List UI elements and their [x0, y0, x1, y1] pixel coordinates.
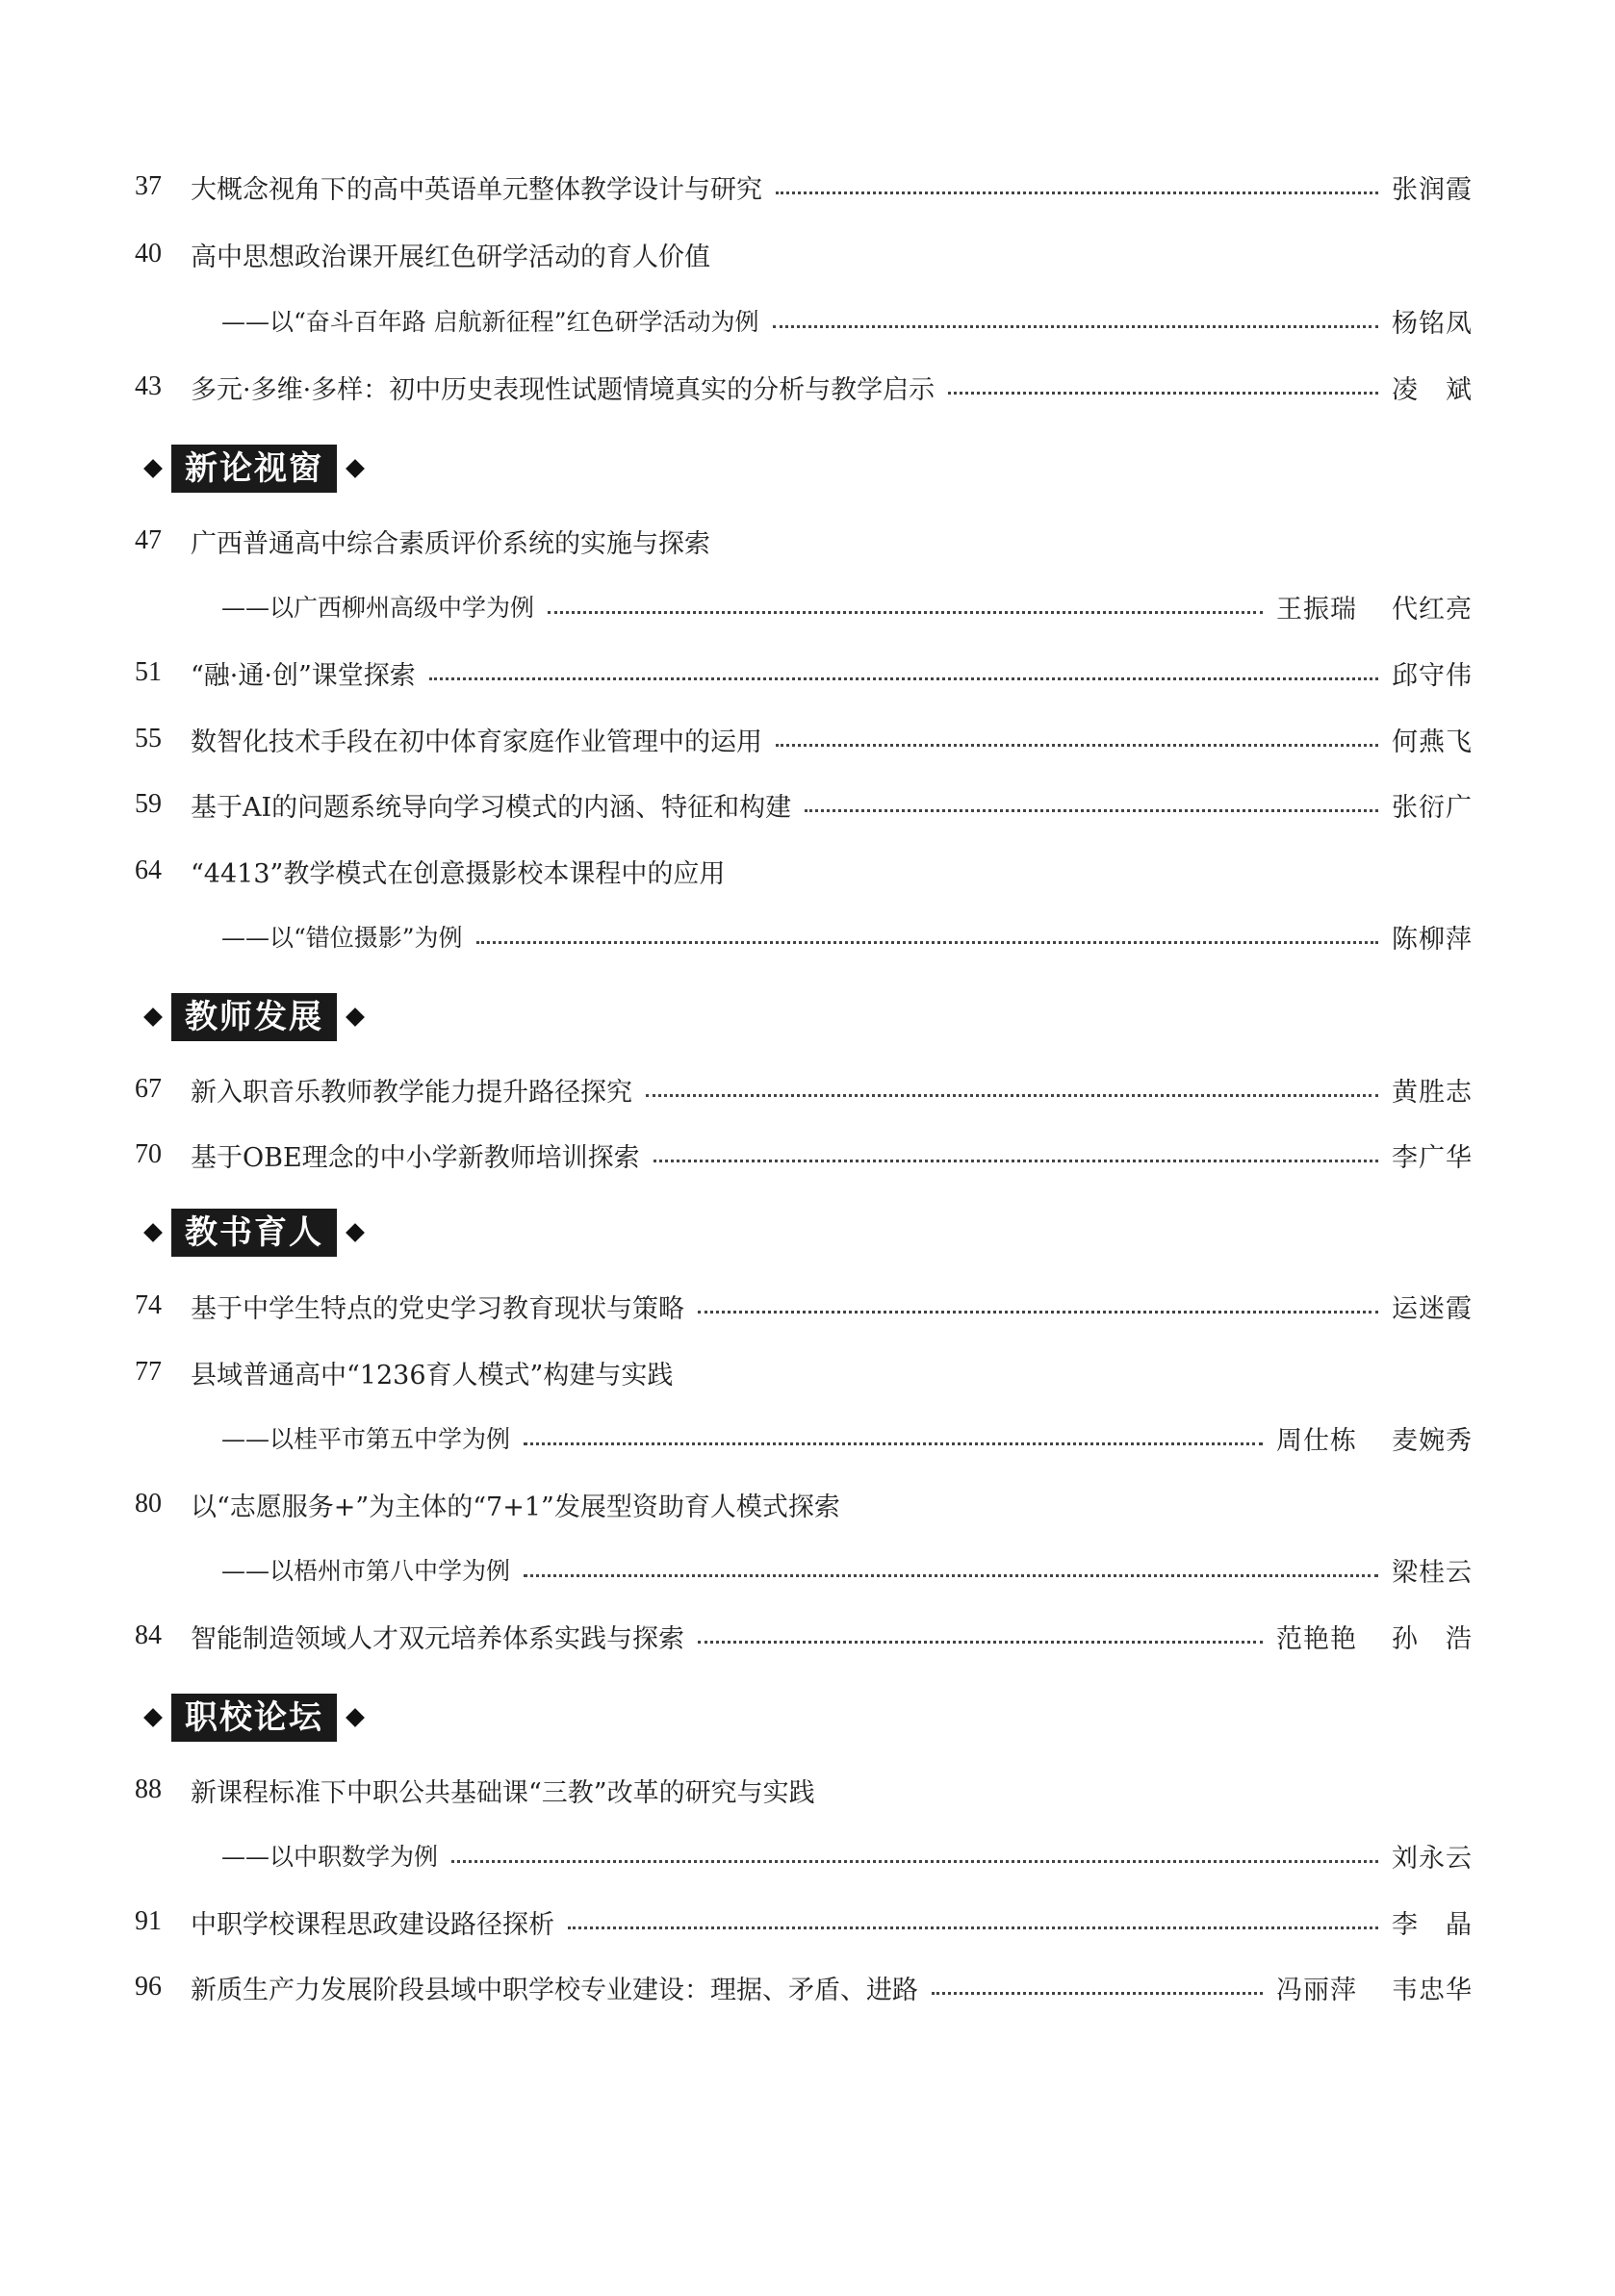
toc-entry[interactable]: [135, 366, 1473, 408]
section-title: 职校论坛: [171, 1694, 337, 1742]
diamond-icon: [346, 459, 365, 478]
toc-entry[interactable]: [135, 1483, 1473, 1525]
entry-title: 高中思想政治课开展红色研学活动的育人价值: [191, 242, 710, 272]
diamond-icon: [346, 1708, 365, 1727]
diamond-icon: [143, 1223, 163, 1242]
entry-subtitle: ——以梧州市第八中学为例: [221, 1557, 511, 1585]
entry-subtitle: ——以中职数学为例: [221, 1843, 439, 1871]
entry-page-number: 43: [135, 371, 162, 401]
section-header: [135, 1692, 373, 1744]
entry-author: 陈柳萍: [1392, 924, 1473, 955]
toc-entry[interactable]: [135, 783, 1473, 826]
section-title: 教书育人: [171, 1209, 337, 1257]
entry-title: 基于中学生特点的党史学习教育现状与策略: [191, 1293, 684, 1324]
toc-entry[interactable]: [135, 233, 1473, 275]
entry-author: 杨铭凤: [1392, 308, 1473, 339]
diamond-icon: [143, 1708, 163, 1727]
entry-authors: [1276, 1419, 1473, 1457]
section-header: [135, 443, 373, 495]
dot-leader: [773, 325, 1378, 328]
entry-author: 张润霞: [1392, 174, 1473, 205]
entry-page-number: 77: [135, 1357, 162, 1387]
entry-author: 范艳艳: [1276, 1623, 1357, 1654]
entry-page-number: 91: [135, 1906, 162, 1936]
entry-author: 黄胜志: [1392, 1077, 1473, 1108]
entry-page-number: 74: [135, 1290, 162, 1320]
entry-page-number: 59: [135, 789, 162, 819]
toc-entry[interactable]: [135, 1068, 1473, 1110]
entry-page-number: 70: [135, 1139, 162, 1169]
entry-page-number: 67: [135, 1074, 162, 1104]
dot-leader: [948, 392, 1378, 395]
dot-leader: [524, 1574, 1378, 1577]
toc-entry[interactable]: [135, 1966, 1473, 2008]
entry-subtitle: ——以“错位摄影”为例: [221, 924, 463, 952]
dot-leader: [429, 677, 1378, 680]
entry-title: 大概念视角下的高中英语单元整体教学设计与研究: [191, 174, 762, 205]
toc-entry[interactable]: [135, 718, 1473, 760]
dot-leader: [646, 1094, 1378, 1097]
entry-author: 代红亮: [1392, 594, 1473, 625]
entry-author: 李 晶: [1392, 1909, 1473, 1940]
entry-page-number: 40: [135, 239, 162, 268]
entry-author: 韦忠华: [1392, 1975, 1473, 2005]
entry-title: 广西普通高中综合素质评价系统的实施与探索: [191, 528, 710, 559]
entry-page-number: 37: [135, 171, 162, 201]
entry-author: 张衍广: [1392, 792, 1473, 823]
entry-subtitle: ——以桂平市第五中学为例: [221, 1425, 511, 1453]
toc-entry[interactable]: [135, 1134, 1473, 1176]
toc-entry[interactable]: [135, 166, 1473, 208]
entry-title: 新课程标准下中职公共基础课“三教”改革的研究与实践: [191, 1777, 815, 1808]
entry-title: 多元·多维·多样：初中历史表现性试题情境真实的分析与教学启示: [191, 374, 936, 405]
dot-leader: [805, 809, 1378, 812]
toc-entry-subtitle[interactable]: [135, 585, 1473, 627]
section-header: [135, 991, 373, 1043]
toc-entry-subtitle[interactable]: [135, 299, 1473, 342]
toc-entry[interactable]: [135, 1769, 1473, 1811]
entry-subtitle: ——以“奋斗百年路 启航新征程”红色研学活动为例: [221, 308, 759, 336]
entry-title: 新质生产力发展阶段县域中职学校专业建设：理据、矛盾、进路: [191, 1975, 918, 2005]
dot-leader: [476, 941, 1378, 944]
section-title: 教师发展: [171, 993, 337, 1041]
dot-leader: [654, 1160, 1378, 1162]
entry-author: 凌 斌: [1392, 374, 1473, 405]
dot-leader: [776, 191, 1378, 194]
entry-title: 基于OBE理念的中小学新教师培训探索: [191, 1142, 640, 1173]
section-header: [135, 1207, 373, 1259]
entry-title: 智能制造领域人才双元培养体系实践与探索: [191, 1623, 684, 1654]
entry-author: 何燕飞: [1392, 727, 1473, 757]
entry-author: 运迷霞: [1392, 1293, 1473, 1324]
toc-entry[interactable]: [135, 1615, 1473, 1657]
entry-page-number: 96: [135, 1972, 162, 2002]
entry-title: 数智化技术手段在初中体育家庭作业管理中的运用: [191, 727, 762, 757]
toc-entry-subtitle[interactable]: [135, 1548, 1473, 1591]
entry-title: 以“志愿服务+”为主体的“7+1”发展型资助育人模式探索: [191, 1492, 840, 1522]
dot-leader: [698, 1311, 1378, 1314]
entry-title: “4413”教学模式在创意摄影校本课程中的应用: [191, 858, 726, 889]
entry-title: 新入职音乐教师教学能力提升路径探究: [191, 1077, 632, 1108]
entry-authors: [1276, 588, 1473, 625]
entry-author: 邱守伟: [1392, 660, 1473, 691]
dot-leader: [932, 1992, 1263, 1995]
entry-page-number: 55: [135, 724, 162, 753]
toc-entry[interactable]: [135, 1285, 1473, 1327]
toc-entry-subtitle[interactable]: [135, 915, 1473, 957]
diamond-icon: [143, 1008, 163, 1027]
section-title: 新论视窗: [171, 445, 337, 493]
entry-subtitle: ——以广西柳州高级中学为例: [221, 594, 535, 622]
toc-entry[interactable]: [135, 520, 1473, 562]
entry-author: 王振瑞: [1276, 594, 1357, 625]
diamond-icon: [346, 1008, 365, 1027]
entry-author: 冯丽萍: [1276, 1975, 1357, 2005]
toc-entry-subtitle[interactable]: [135, 1416, 1473, 1459]
entry-author: 刘永云: [1392, 1843, 1473, 1874]
dot-leader: [776, 744, 1378, 747]
dot-leader: [698, 1641, 1263, 1644]
entry-title: 中职学校课程思政建设路径探析: [191, 1909, 554, 1940]
entry-author: 孙 浩: [1392, 1623, 1473, 1654]
entry-title: 县域普通高中“1236育人模式”构建与实践: [191, 1360, 674, 1390]
entry-page-number: 51: [135, 657, 162, 687]
entry-author: 李广华: [1392, 1142, 1473, 1173]
toc-entry[interactable]: [135, 1351, 1473, 1393]
dot-leader: [524, 1442, 1263, 1445]
diamond-icon: [346, 1223, 365, 1242]
dot-leader: [568, 1926, 1378, 1929]
entry-page-number: 64: [135, 855, 162, 885]
entry-author: 周仕栋: [1276, 1425, 1357, 1456]
entry-author: 麦婉秀: [1392, 1425, 1473, 1456]
entry-page-number: 88: [135, 1774, 162, 1804]
toc-entry[interactable]: [135, 1901, 1473, 1943]
entry-authors: [1276, 1618, 1473, 1655]
toc-entry[interactable]: [135, 850, 1473, 892]
dot-leader: [451, 1860, 1378, 1863]
entry-title: 基于AI的问题系统导向学习模式的内涵、特征和构建: [191, 792, 792, 823]
toc-entry-subtitle[interactable]: [135, 1834, 1473, 1876]
dot-leader: [548, 611, 1263, 614]
entry-page-number: 80: [135, 1489, 162, 1518]
entry-authors: [1276, 1969, 1473, 2006]
toc-entry[interactable]: [135, 651, 1473, 694]
entry-author: 梁桂云: [1392, 1557, 1473, 1588]
entry-page-number: 47: [135, 525, 162, 555]
entry-title: “融·通·创”课堂探索: [191, 660, 416, 691]
entry-page-number: 84: [135, 1620, 162, 1650]
diamond-icon: [143, 459, 163, 478]
